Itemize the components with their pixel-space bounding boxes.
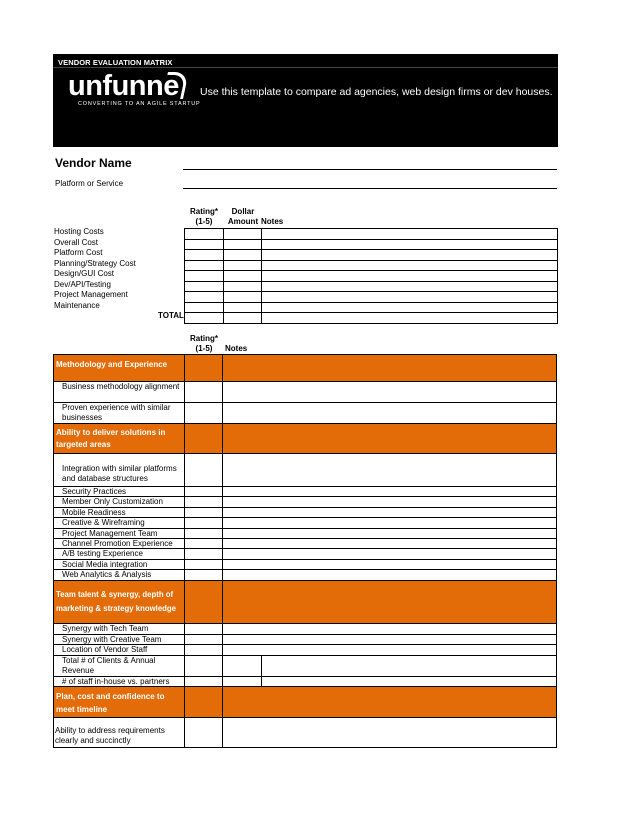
section-title: Team talent & synergy, depth of marketing & strategy knowledge: [53, 581, 184, 623]
notes-cell[interactable]: [222, 656, 557, 676]
cost-dollar-label: Dollar: [231, 207, 255, 216]
vendor-name-field[interactable]: [183, 169, 557, 170]
rating-cell[interactable]: [184, 508, 222, 517]
cost-rating-header-label: Rating*: [190, 207, 218, 216]
table-row: [53, 677, 557, 688]
cost-row-label: Overall Cost: [54, 237, 99, 247]
table-row: [53, 518, 557, 528]
platform-label: Platform or Service: [55, 179, 124, 188]
cost-amount-cell[interactable]: [223, 292, 261, 303]
notes-cell[interactable]: [222, 454, 557, 486]
criterion-label: Creative & Wireframing: [53, 518, 184, 527]
table-row: [53, 539, 557, 549]
section-title: Plan, cost and confidence to meet timeline: [53, 687, 184, 717]
cost-rating-cell[interactable]: [185, 260, 224, 271]
notes-cell[interactable]: [222, 645, 557, 655]
notes-cell[interactable]: [222, 497, 557, 506]
rating-cell[interactable]: [184, 581, 222, 623]
cost-row-label: Hosting Costs: [54, 227, 104, 236]
cost-amount-cell[interactable]: [223, 239, 261, 250]
cost-row-label: Design/GUI Cost: [54, 269, 115, 278]
notes-cell[interactable]: [222, 687, 557, 717]
cost-grid-row: [185, 281, 558, 292]
table-row: [53, 529, 557, 539]
notes-cell[interactable]: [222, 403, 557, 423]
rating-cell[interactable]: [184, 529, 222, 538]
criterion-label: Member Only Customization: [53, 497, 184, 506]
logo-tagline: CONVERTING TO AN AGILE STARTUP: [78, 101, 201, 107]
rating-cell[interactable]: [184, 560, 222, 569]
rating-cell[interactable]: [184, 382, 222, 402]
table-row: [53, 624, 557, 635]
eval-notes-header: Notes: [225, 344, 248, 353]
notes-cell[interactable]: [222, 382, 557, 402]
cost-rating-cell[interactable]: [185, 271, 224, 282]
rating-cell[interactable]: [184, 518, 222, 527]
table-row: [53, 454, 557, 487]
cost-grid-row: [185, 260, 558, 271]
notes-cell[interactable]: [222, 487, 557, 496]
rating-cell[interactable]: [184, 454, 222, 486]
notes-cell[interactable]: [222, 518, 557, 527]
rating-cell[interactable]: [184, 549, 222, 558]
cost-rating-cell[interactable]: [185, 250, 224, 261]
cost-row-label: Planning/Strategy Cost: [54, 258, 136, 268]
cost-notes-header: Notes: [261, 217, 284, 226]
platform-field[interactable]: [183, 188, 557, 189]
rating-cell[interactable]: [184, 570, 222, 580]
rating-cell[interactable]: [184, 624, 222, 634]
cost-rating-scale: (1-5): [195, 217, 213, 226]
notes-cell[interactable]: [222, 581, 557, 623]
rating-cell[interactable]: [184, 687, 222, 717]
eval-rating-header: [187, 334, 221, 354]
cost-notes-cell[interactable]: [261, 292, 557, 303]
rating-cell[interactable]: [184, 677, 222, 687]
intro-text: Use this template to compare ad agencies, web design firms or dev houses.: [200, 86, 553, 98]
cost-rating-header: [187, 207, 221, 227]
cost-amount-cell[interactable]: [223, 313, 261, 324]
section-header: [53, 581, 557, 624]
notes-cell[interactable]: [222, 624, 557, 634]
table-row: [53, 487, 557, 497]
banner-divider: [53, 67, 558, 68]
table-row: [53, 718, 557, 748]
criterion-label: Synergy with Tech Team: [53, 624, 184, 634]
cost-grid-row: [185, 250, 558, 261]
cost-amount-cell[interactable]: [223, 229, 261, 240]
notes-cell[interactable]: [222, 424, 557, 453]
rating-cell[interactable]: [184, 497, 222, 506]
table-row: [53, 497, 557, 507]
rating-cell[interactable]: [184, 718, 222, 747]
criterion-label: A/B testing Experience: [53, 549, 184, 558]
rating-cell[interactable]: [184, 645, 222, 655]
cost-row-label: Platform Cost: [54, 248, 103, 257]
cost-notes-cell[interactable]: [261, 281, 557, 292]
cost-rating-cell[interactable]: [185, 292, 224, 303]
rating-cell[interactable]: [184, 355, 222, 381]
cost-amount-cell[interactable]: [223, 302, 261, 313]
cost-notes-cell[interactable]: [261, 313, 557, 324]
cost-amount-header: [224, 207, 262, 227]
rating-cell[interactable]: [184, 656, 222, 676]
revenue-split: [261, 656, 262, 676]
section-header: [53, 687, 557, 718]
criterion-label: Mobile Readiness: [53, 508, 184, 517]
cost-grid-row: [185, 239, 558, 250]
rating-cell[interactable]: [184, 539, 222, 548]
table-row: [53, 560, 557, 570]
logo-text: unfunne: [68, 70, 179, 102]
cost-rating-cell[interactable]: [185, 239, 224, 250]
cost-grid: [184, 228, 558, 324]
criterion-label: Web Analytics & Analysis: [53, 570, 184, 580]
cost-rating-cell[interactable]: [185, 229, 224, 240]
section-header: [53, 424, 557, 454]
rating-cell[interactable]: [184, 424, 222, 453]
table-row: [53, 549, 557, 559]
cost-total-row: [185, 313, 558, 324]
matrix-title: VENDOR EVALUATION MATRIX: [58, 58, 173, 67]
section-title: Ability to deliver solutions in targeted areas: [53, 424, 184, 453]
criterion-label: Total # of Clients & Annual Revenue: [53, 656, 184, 676]
cost-row-label: Maintenance: [54, 300, 100, 310]
notes-cell[interactable]: [222, 635, 557, 645]
notes-cell[interactable]: [222, 529, 557, 538]
cost-row-label: Project Management: [54, 290, 128, 299]
cost-notes-cell[interactable]: [261, 260, 557, 271]
criterion-label: Location of Vendor Staff: [53, 645, 184, 655]
cost-notes-cell[interactable]: [261, 302, 557, 313]
cost-grid-row: [185, 229, 558, 240]
rating-cell[interactable]: [184, 403, 222, 423]
cost-total-label: TOTAL: [158, 311, 184, 320]
rating-cell[interactable]: [184, 635, 222, 645]
staff-split: [261, 677, 262, 687]
criterion-label: Business methodology alignment: [53, 382, 184, 402]
table-row: [53, 645, 557, 656]
eval-rating-header-label: Rating*: [190, 334, 218, 343]
rating-cell[interactable]: [184, 487, 222, 496]
cost-notes-cell[interactable]: [261, 239, 557, 250]
table-row: [53, 635, 557, 646]
notes-cell[interactable]: [222, 539, 557, 548]
notes-cell[interactable]: [222, 560, 557, 569]
cost-notes-cell[interactable]: [261, 250, 557, 261]
evaluation-table: [53, 354, 557, 748]
eval-rating-scale: (1-5): [195, 344, 213, 353]
table-row: [53, 656, 557, 677]
vendor-name-label: Vendor Name: [55, 156, 132, 170]
criterion-label: Social Media integration: [53, 560, 184, 569]
cost-amount-cell[interactable]: [223, 250, 261, 261]
table-row: [53, 508, 557, 518]
cost-notes-cell[interactable]: [261, 229, 557, 240]
table-row: [53, 403, 557, 424]
section-header: [53, 355, 557, 382]
cost-amount-label: Amount: [227, 217, 259, 226]
table-row: [53, 382, 557, 403]
cost-rating-cell[interactable]: [185, 302, 224, 313]
criterion-label: Project Management Team: [53, 529, 184, 538]
cost-amount-cell[interactable]: [223, 271, 261, 282]
cost-grid-row: [185, 292, 558, 303]
criterion-label: Security Practices: [53, 487, 184, 496]
criterion-label: # of staff in-house vs. partners: [53, 677, 184, 687]
notes-cell[interactable]: [222, 355, 557, 381]
notes-cell[interactable]: [222, 508, 557, 517]
cost-rating-cell[interactable]: [185, 313, 224, 324]
notes-cell[interactable]: [222, 677, 557, 687]
criterion-label: Channel Promotion Experience: [53, 539, 184, 548]
notes-cell[interactable]: [222, 549, 557, 558]
cost-amount-cell[interactable]: [223, 260, 261, 271]
cost-row-label: Dev/API/Testing: [54, 279, 111, 289]
notes-cell[interactable]: [222, 570, 557, 580]
criterion-label: Proven experience with similar businesses: [53, 403, 184, 423]
cost-rating-cell[interactable]: [185, 281, 224, 292]
cost-amount-cell[interactable]: [223, 281, 261, 292]
criterion-label: Ability to address requirements clearly and succinctly: [53, 718, 184, 747]
criterion-label: Integration with similar platforms and database structures: [53, 454, 184, 486]
section-title: Methodology and Experience: [53, 355, 184, 381]
cost-notes-cell[interactable]: [261, 271, 557, 282]
criterion-label: Synergy with Creative Team: [53, 635, 184, 645]
notes-cell[interactable]: [222, 718, 557, 747]
table-row: [53, 570, 557, 581]
cost-labels: [54, 227, 136, 311]
cost-grid-row: [185, 271, 558, 282]
cost-grid-row: [185, 302, 558, 313]
